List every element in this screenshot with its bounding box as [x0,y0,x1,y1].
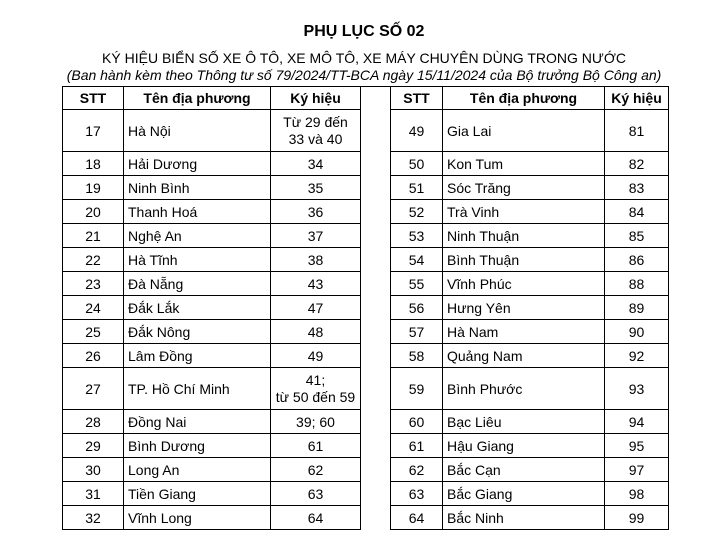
header-gap [361,87,391,110]
stt-cell: 19 [63,176,124,200]
spacer-cell [361,200,391,224]
locality-name-cell: Bình Dương [124,434,271,458]
plate-code-cell: 64 [271,506,361,530]
plate-code-cell: 62 [271,458,361,482]
stt-cell: 62 [391,458,443,482]
locality-name-cell: Đắk Nông [124,320,271,344]
spacer-cell [361,110,391,152]
stt-cell: 23 [63,272,124,296]
stt-cell: 32 [63,506,124,530]
plate-code-cell: 94 [605,410,669,434]
plate-code-cell [271,368,361,410]
plate-code-cell: 84 [605,200,669,224]
plate-code-cell: 36 [271,200,361,224]
spacer-cell [361,506,391,530]
header-code-left: Ký hiệu [271,87,361,110]
locality-name-cell: Long An [124,458,271,482]
plate-code-cell: 63 [271,482,361,506]
stt-cell: 57 [391,320,443,344]
locality-name-cell: Hải Dương [124,152,271,176]
plate-code-cell-line: từ 50 đến 59 [275,388,356,405]
spacer-cell [361,368,391,410]
stt-cell: 24 [63,296,124,320]
stt-cell: 54 [391,248,443,272]
plate-code-cell: 86 [605,248,669,272]
plate-code-cell: 92 [605,344,669,368]
stt-cell: 52 [391,200,443,224]
stt-cell: 51 [391,176,443,200]
plate-code-cell: 37 [271,224,361,248]
spacer-cell [361,344,391,368]
plate-code-cell: 89 [605,296,669,320]
spacer-cell [361,320,391,344]
plate-code-cell: 83 [605,176,669,200]
stt-cell: 63 [391,482,443,506]
locality-name-cell: Bạc Liêu [443,410,605,434]
locality-name-cell: Đồng Nai [124,410,271,434]
stt-cell: 53 [391,224,443,248]
plate-code-cell: 43 [271,272,361,296]
table-row [63,482,669,506]
stt-cell: 29 [63,434,124,458]
plate-code-cell: 48 [271,320,361,344]
header-name-left: Tên địa phương [124,87,271,110]
locality-name-cell: Quảng Nam [443,344,605,368]
spacer-cell [361,224,391,248]
locality-name-cell: Ninh Thuận [443,224,605,248]
table-row [63,224,669,248]
locality-name-cell: Bắc Cạn [443,458,605,482]
plate-code-cell: 61 [271,434,361,458]
plate-code-cell: 38 [271,248,361,272]
header-name-right: Tên địa phương [443,87,605,110]
page-subtitle: KÝ HIỆU BIỂN SỐ XE Ô TÔ, XE MÔ TÔ, XE MÁY CHUYÊN DÙNG TRONG NƯỚC [102,50,626,66]
stt-cell: 17 [63,110,124,152]
table-row [63,296,669,320]
spacer-cell [361,272,391,296]
locality-name-cell: Bắc Giang [443,482,605,506]
stt-cell: 55 [391,272,443,296]
locality-name-cell: Bình Phước [443,368,605,410]
table-header-row [63,87,669,110]
plate-code-cell-line: 33 và 40 [288,130,343,147]
locality-name-cell: Lâm Đồng [124,344,271,368]
locality-name-cell: Hà Nam [443,320,605,344]
locality-name-cell: TP. Hồ Chí Minh [124,368,271,410]
stt-cell: 30 [63,458,124,482]
stt-cell: 18 [63,152,124,176]
plate-code-cell [271,110,361,152]
header-stt-left: STT [63,87,124,110]
table-row [63,200,669,224]
table-row [63,110,669,152]
plate-code-cell: 97 [605,458,669,482]
plate-code-table [62,86,669,530]
spacer-cell [361,176,391,200]
stt-cell: 64 [391,506,443,530]
table-row [63,506,669,530]
plate-code-cell: 93 [605,368,669,410]
locality-name-cell: Vĩnh Long [124,506,271,530]
stt-cell: 59 [391,368,443,410]
plate-code-cell: 39; 60 [271,410,361,434]
plate-code-cell: 99 [605,506,669,530]
locality-name-cell: Nghệ An [124,224,271,248]
table-row [63,458,669,482]
stt-cell: 21 [63,224,124,248]
spacer-cell [361,248,391,272]
stt-cell: 20 [63,200,124,224]
locality-name-cell: Hưng Yên [443,296,605,320]
plate-code-cell: 85 [605,224,669,248]
plate-code-cell: 34 [271,152,361,176]
plate-code-cell: 88 [605,272,669,296]
plate-code-cell: 81 [605,110,669,152]
stt-cell: 50 [391,152,443,176]
header-code-right: Ký hiệu [605,87,669,110]
plate-code-cell-line: Từ 29 đến [283,113,348,130]
plate-code-cell: 49 [271,344,361,368]
plate-code-cell: 82 [605,152,669,176]
plate-code-cell: 98 [605,482,669,506]
locality-name-cell: Hà Tĩnh [124,248,271,272]
locality-name-cell: Kon Tum [443,152,605,176]
locality-name-cell: Thanh Hoá [124,200,271,224]
stt-cell: 61 [391,434,443,458]
spacer-cell [361,482,391,506]
table-row [63,434,669,458]
locality-name-cell: Trà Vinh [443,200,605,224]
plate-code-cell: 47 [271,296,361,320]
stt-cell: 22 [63,248,124,272]
stt-cell: 56 [391,296,443,320]
table-row [63,152,669,176]
stt-cell: 27 [63,368,124,410]
locality-name-cell: Bình Thuận [443,248,605,272]
stt-cell: 28 [63,410,124,434]
stt-cell: 49 [391,110,443,152]
stt-cell: 26 [63,344,124,368]
spacer-cell [361,152,391,176]
stt-cell: 58 [391,344,443,368]
header-stt-right: STT [391,87,443,110]
stt-cell: 25 [63,320,124,344]
spacer-cell [361,296,391,320]
locality-name-cell: Đà Nẵng [124,272,271,296]
table-row [63,368,669,410]
table-row [63,410,669,434]
locality-name-cell: Hậu Giang [443,434,605,458]
locality-name-cell: Tiền Giang [124,482,271,506]
locality-name-cell: Bắc Ninh [443,506,605,530]
stt-cell: 60 [391,410,443,434]
plate-code-cell: 90 [605,320,669,344]
locality-name-cell: Hà Nội [124,110,271,152]
plate-code-cell-line: 41; [305,371,326,388]
locality-name-cell: Ninh Bình [124,176,271,200]
plate-code-cell: 35 [271,176,361,200]
table-row [63,344,669,368]
locality-name-cell: Sóc Trăng [443,176,605,200]
table-row [63,320,669,344]
spacer-cell [361,434,391,458]
plate-code-cell: 95 [605,434,669,458]
locality-name-cell: Đắk Lắk [124,296,271,320]
page-title: PHỤ LỤC SỐ 02 [303,23,425,40]
stt-cell: 31 [63,482,124,506]
spacer-cell [361,458,391,482]
issuance-note: (Ban hành kèm theo Thông tư số 79/2024/TT-BCA ngày 15/11/2024 của Bộ trưởng Bộ Công an) [66,67,662,83]
locality-name-cell: Vĩnh Phúc [443,272,605,296]
locality-name-cell: Gia Lai [443,110,605,152]
table-row [63,272,669,296]
table-row [63,248,669,272]
spacer-cell [361,410,391,434]
table-row [63,176,669,200]
